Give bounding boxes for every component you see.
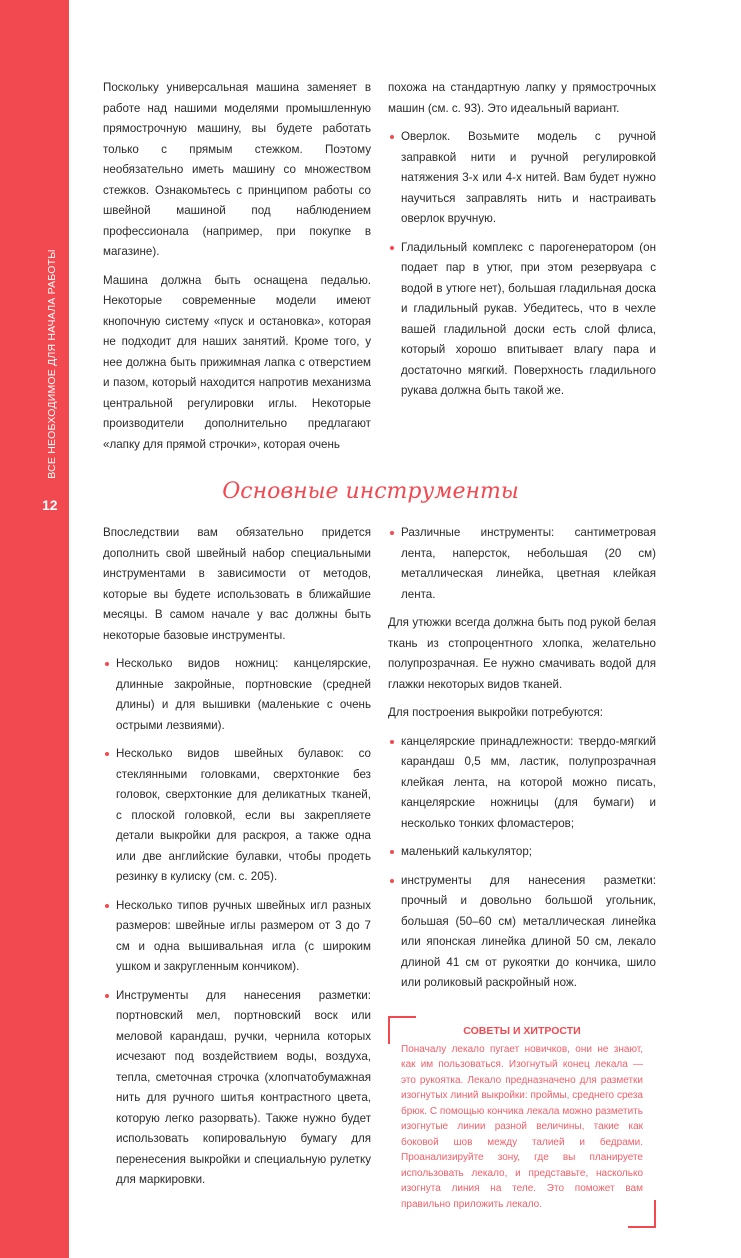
list-item: Несколько видов ножниц: канцелярские, длинные закройные, портновские (средней длины) и для вышивки (маленькие с очень острыми лезвиями). [103, 654, 371, 736]
list-item: Инструменты для нанесения разметки: портновский мел, портновский воск или меловой карандаш, ручки, чернила которых исчезают под воздействием воды, воздуха, тепла, сметочная строчка (хлопчатобумажная нить для ручного шитья контрастного цвета, которую легко разорвать). Также нужно будет использовать копировальную бумагу для перенесения выкройки и специальную рулетку для маркировки. [103, 986, 371, 1191]
paragraph: Для утюжки всегда должна быть под рукой белая ткань из стопроцентного хлопка, желательно полупрозрачная. Ее нужно смачивать водой для глажки некоторых видов тканей. [388, 616, 656, 691]
right-top-column [388, 78, 656, 410]
section-heading: Основные инструменты [222, 479, 519, 504]
bullet-list [388, 523, 656, 605]
paragraph: Машина должна быть оснащена педалью. Некоторые современные модели имеют кнопочную систему «пуск и остановка», которая не подходит для наших занятий. Кроме того, у нее должна быть прижимная лапка с отверстием и пазом, который находится напротив механизма центральной регулировки иглы. Некоторые производители дополнительно предлагают «лапку для прямой строчки», которая очень [103, 273, 371, 451]
page-content [103, 0, 656, 1258]
list-item: инструменты для нанесения разметки: прочный и довольно большой угольник, большая (50–60 см) металлическая линейка или японская линейка длиной 50 см, лекало длиной 41 см от рукоятки до кончика, шило или роликовый раскройный нож. [388, 871, 656, 994]
corner-decoration [628, 1200, 656, 1228]
list-item: Несколько типов ручных швейных игл разных размеров: швейные иглы размером от 3 до 7 см и одна вышивальная игла (с широким ушком и закругленным кончиком). [103, 896, 371, 978]
tips-box [388, 1016, 656, 1229]
page-number: 12 [42, 497, 58, 513]
tips-title: СОВЕТЫ И ХИТРОСТИ [463, 1024, 581, 1037]
list-item: Различные инструменты: сантиметровая лента, наперсток, небольшая (20 см) металлическая линейка, цветная клейкая лента. [388, 523, 656, 605]
bullet-list [103, 654, 371, 1191]
bullet-list [388, 127, 656, 402]
paragraph: Для построения выкройки потребуются: [388, 706, 604, 719]
paragraph: Впоследствии вам обязательно придется дополнить свой швейный набор специальными инструментами в зависимости от методов, которые вы будете использовать в ближайшие месяцы. В самом начале у вас должны быть некоторые базовые инструменты. [103, 526, 371, 642]
list-item: Гладильный комплекс с парогенератором (он подает пар в утюг, при этом резервуара с водой в утюге нет), большая гладильная доска и гладильный рукав. Убедитесь, что в чехле вашей гладильной доски есть слой флиса, который хорошо впитывает влагу пара и достаточно мягкий. Поверхность гладильного рукава должна быть такой же. [388, 238, 656, 402]
bullet-list [388, 732, 656, 994]
chapter-title: ВСЕ НЕОБХОДИМОЕ ДЛЯ НАЧАЛА РАБОТЫ [46, 249, 58, 479]
list-item: Несколько видов швейных булавок: со стеклянными головками, сверхтонкие без головок, сверхтонкие для деликатных тканей, с плоской головкой, если вы закрепляете детали выкройки для раскроя, а также одна или две английские булавки, чтобы продеть резинку в кулиску (см. с. 205). [103, 744, 371, 888]
list-item: маленький калькулятор; [388, 842, 656, 863]
right-bottom-column [388, 523, 656, 1228]
top-section [103, 78, 656, 463]
corner-decoration [388, 1016, 416, 1044]
bottom-section [103, 523, 656, 1228]
list-item: Оверлок. Возьмите модель с ручной заправкой нити и ручной регулировкой натяжения 3-х или 4-х нитей. Вам будет нужно научиться заправлять нить и настраивать оверлок вручную. [388, 127, 656, 230]
tips-text: Поначалу лекало пугает новичков, они не знают, как им пользоваться. Изогнутый конец лекала — это рукоятка. Лекало предназначено для разметки изогнутых линий выкройки: проймы, среднего среза брюк. С помощью кончика лекала можно разметить изогнутые линии разной величины, такие как боковой шов между талией и бедрами. Проанализируйте зону, где вы планируете использовать лекало, и представьте, насколько изогнута линия на теле. Это поможет вам правильно приложить лекало. [401, 1043, 643, 1210]
paragraph: Поскольку универсальная машина заменяет в работе над нашими моделями промышленную прямострочную машину, вы будете работать только с прямым стежком. Поэтому необязательно иметь машину со множеством стежков. Ознакомьтесь с принципом работы со швейной машиной под наблюдением профессионала (например, при покупке в магазине). [103, 81, 371, 258]
left-bottom-column [103, 523, 371, 1199]
sidebar-strip [0, 0, 69, 1258]
paragraph: похожа на стандартную лапку у прямострочных машин (см. с. 93). Это идеальный вариант. [388, 81, 656, 115]
left-top-column [103, 78, 371, 463]
list-item: канцелярские принадлежности: твердо-мягкий карандаш 0,5 мм, ластик, полупрозрачная клейкая лента, на которой можно писать, канцелярские ножницы (для бумаги) и несколько тонких фломастеров; [388, 732, 656, 835]
